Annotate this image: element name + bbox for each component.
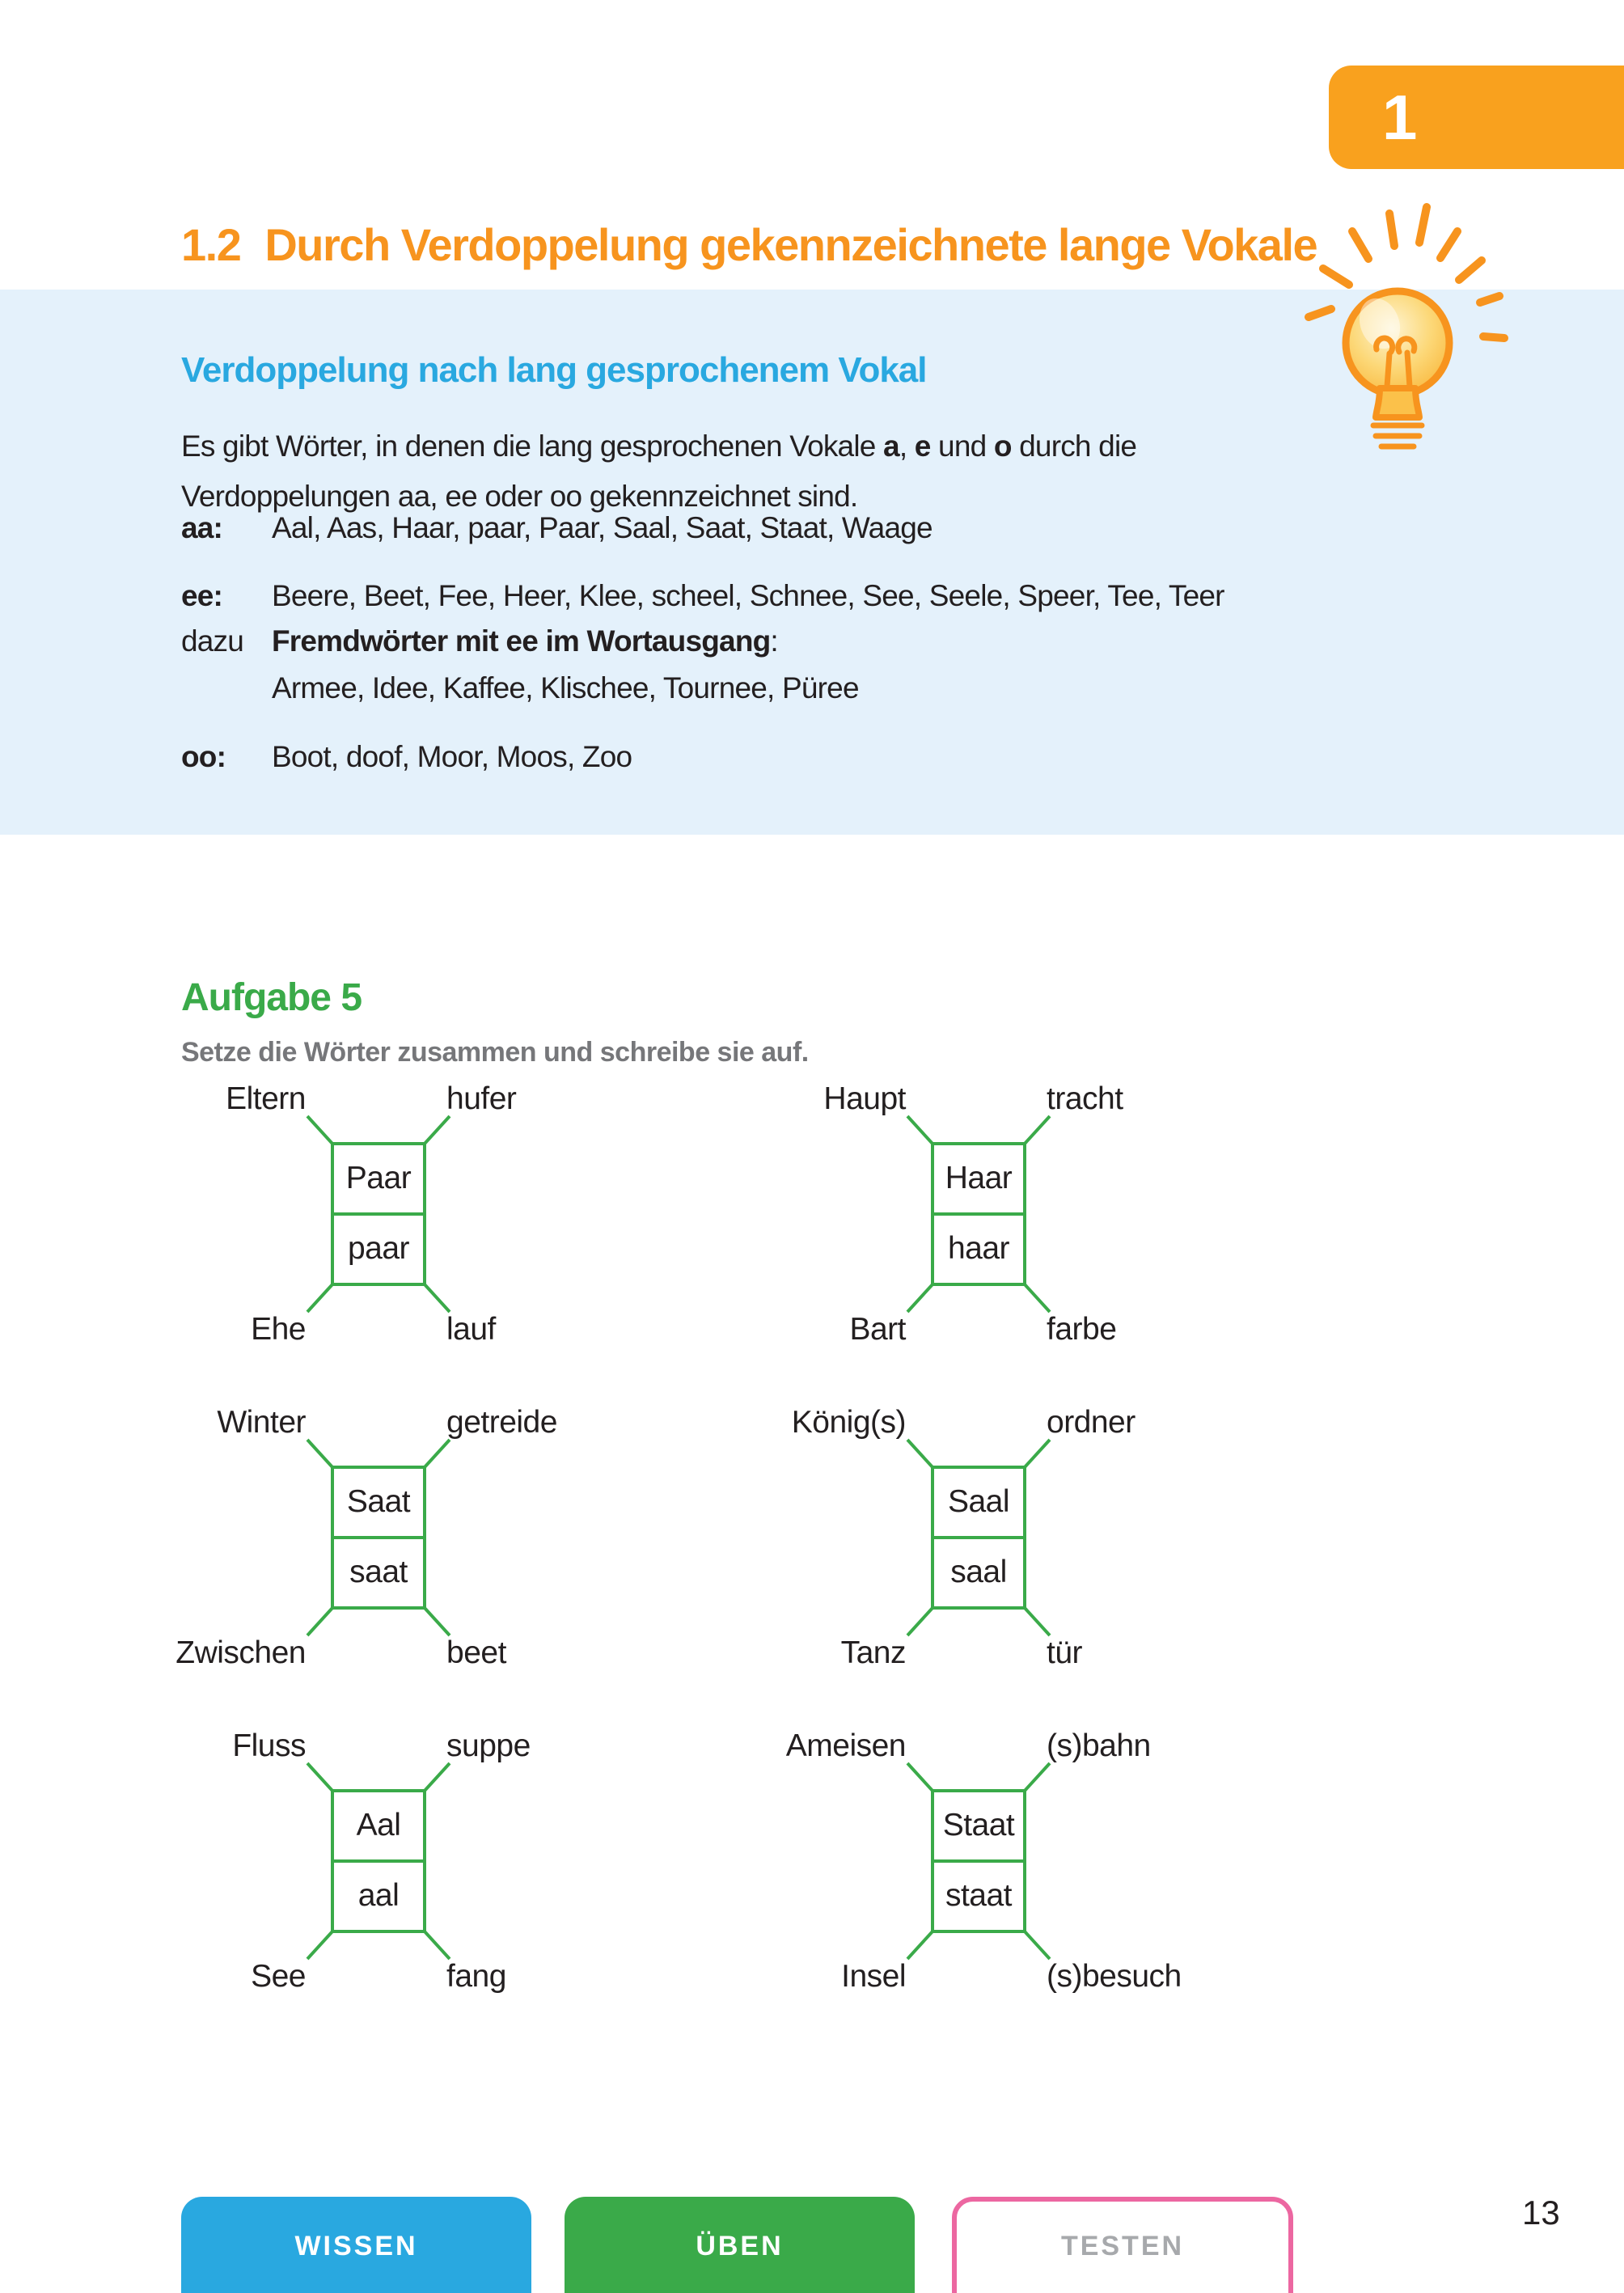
vowel-note: Fremdwörter mit ee im Wortausgang — [272, 624, 771, 658]
vowel-list-row-ee — [181, 579, 1224, 613]
vowel-list-row-fremdwoerter — [181, 671, 859, 705]
task-instruction: Setze die Wörter zusammen und schreibe sie auf. — [181, 1037, 809, 1068]
vowel-list-row-oo — [181, 740, 632, 774]
puzzle-word-top-left: Fluss — [232, 1728, 306, 1763]
puzzle-word-top-right: ordner — [1047, 1405, 1136, 1440]
vowel-examples: Aal, Aas, Haar, paar, Paar, Saal, Saat, Staat, Waage — [272, 511, 933, 544]
info-box-heading: Verdoppelung nach lang gesprochenem Vokal — [181, 349, 927, 390]
puzzle-word-bottom-right: farbe — [1047, 1312, 1117, 1347]
puzzle-core-lower: saal — [950, 1555, 1007, 1589]
testen-button[interactable]: TESTEN — [952, 2197, 1293, 2293]
puzzle-core-upper: Saal — [947, 1484, 1010, 1519]
puzzle-core-lower: paar — [347, 1231, 410, 1266]
section-title: Durch Verdoppelung gekennzeichnete lange Vokale — [264, 218, 1317, 270]
puzzle-word-bottom-left: Tanz — [840, 1635, 906, 1670]
intro-sep: und — [930, 429, 994, 463]
vowel-list-row-aa — [181, 511, 933, 545]
intro-vowel-a: a — [883, 429, 899, 463]
intro-text: durch die — [1011, 429, 1137, 463]
chapter-number: 1 — [1382, 81, 1418, 153]
wissen-button[interactable]: WISSEN — [181, 2197, 531, 2293]
vowel-examples: Boot, doof, Moor, Moos, Zoo — [272, 740, 632, 773]
intro-text: Es gibt Wörter, in denen die lang gesprochenen Vokale — [181, 429, 884, 463]
intro-vowel-e: e — [914, 429, 931, 463]
vowel-label: aa: — [181, 511, 223, 544]
vowel-label: dazu — [181, 624, 244, 658]
puzzle-word-top-left: Eltern — [226, 1081, 306, 1116]
vowel-label: oo: — [181, 740, 226, 773]
puzzle-word-bottom-left: Ehe — [251, 1312, 306, 1347]
puzzle-word-bottom-left: See — [251, 1959, 306, 1994]
word-puzzle-saat — [176, 1403, 639, 1678]
puzzle-word-bottom-right: beet — [446, 1635, 506, 1670]
puzzle-word-bottom-right: fang — [446, 1959, 506, 1994]
puzzle-word-bottom-left: Insel — [841, 1959, 906, 1994]
puzzle-word-top-left: Ameisen — [785, 1728, 906, 1763]
ueben-button[interactable]: ÜBEN — [565, 2197, 915, 2293]
word-puzzle-haar — [786, 1080, 1239, 1355]
vowel-list-row-dazu — [181, 624, 778, 658]
puzzle-word-top-left: Haupt — [823, 1081, 906, 1116]
word-puzzle-saal — [786, 1403, 1239, 1678]
word-puzzle-paar — [186, 1080, 639, 1355]
puzzle-word-top-right: (s)bahn — [1047, 1728, 1151, 1763]
puzzle-core-lower: saat — [349, 1555, 408, 1589]
intro-vowel-o: o — [993, 429, 1012, 463]
puzzle-word-top-right: getreide — [446, 1405, 557, 1440]
section-number: 1.2 — [181, 218, 241, 270]
lightbulb-icon — [1276, 180, 1535, 459]
puzzle-core-upper: Paar — [345, 1161, 412, 1195]
chapter-tab — [1329, 66, 1624, 169]
puzzle-core-lower: staat — [945, 1878, 1013, 1913]
puzzle-word-top-right: suppe — [446, 1728, 531, 1763]
word-puzzle-aal — [186, 1727, 639, 2002]
vowel-note-colon: : — [770, 624, 778, 658]
vowel-examples: Armee, Idee, Kaffee, Klischee, Tournee, Püree — [272, 671, 859, 704]
puzzle-word-top-right: hufer — [446, 1081, 517, 1116]
puzzle-word-top-right: tracht — [1047, 1081, 1123, 1116]
puzzle-core-upper: Aal — [356, 1808, 401, 1842]
puzzle-word-bottom-left: Zwischen — [176, 1635, 306, 1670]
puzzle-core-upper: Saat — [346, 1484, 411, 1519]
page-number: 13 — [1522, 2194, 1560, 2232]
puzzle-word-bottom-right: tür — [1047, 1635, 1083, 1670]
intro-text-line2: Verdoppelungen aa, ee oder oo gekennzeichnet sind. — [181, 480, 858, 513]
puzzle-core-lower: aal — [357, 1878, 400, 1913]
puzzle-core-upper: Haar — [945, 1161, 1013, 1195]
vowel-examples: Beere, Beet, Fee, Heer, Klee, scheel, Schnee, See, Seele, Speer, Tee, Teer — [272, 579, 1224, 612]
word-puzzle-staat — [786, 1727, 1239, 2002]
puzzle-core-upper: Staat — [942, 1808, 1015, 1842]
task-heading: Aufgabe 5 — [181, 976, 362, 1019]
puzzle-word-bottom-right: (s)besuch — [1047, 1959, 1182, 1994]
vowel-label: ee: — [181, 579, 223, 612]
puzzle-core-lower: haar — [947, 1231, 1010, 1266]
puzzle-word-top-left: König(s) — [791, 1405, 906, 1440]
page-title — [181, 218, 1317, 271]
puzzle-word-bottom-left: Bart — [849, 1312, 906, 1347]
puzzle-word-top-left: Winter — [217, 1405, 306, 1440]
info-box-intro — [181, 421, 1136, 522]
puzzle-word-bottom-right: lauf — [446, 1312, 496, 1347]
intro-sep: , — [899, 429, 915, 463]
